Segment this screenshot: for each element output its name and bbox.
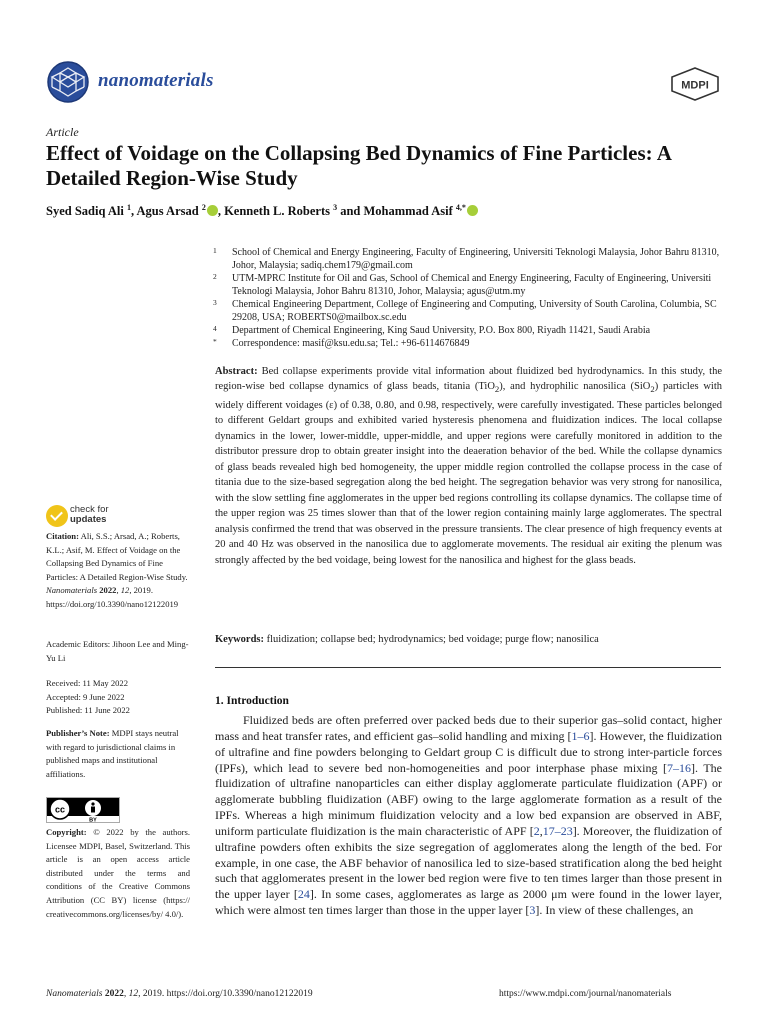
citation-link[interactable]: 1–6 [571,728,590,743]
citation-link[interactable]: 17–23 [542,823,573,838]
author-affiliation-mark: 4,* [455,203,466,212]
introduction-body [215,713,722,919]
citation-text: Ali, S.S.; Arsad, A.; Roberts, K.L.; Asif, M. Effect of Voidage on the Collapsing Bed Dynamics of Fine Particles: A Detailed Region-Wise Study. [46,531,188,582]
journal-logo-icon [46,60,90,104]
abstract-text-3: ) particles with widely different voidages (ε) of 0.38, 0.80, and 0.98, respectively, were carefully investigated. These particles belonged to different Geldart groups and exhibited varied hysteresis phenomena and fluidization indices. The local collapse dynamics in the lower, lower-middle, upper-middle, and upper regions were carefully monitored in addition to the distributor pressure drop to obtain greater insight into the deaeration behavior of the bed. While the collapse dynamics of glass beads revealed high bed homogeneity, the upper middle region controlled the collapse process in the case of titania due to the size-based segregation along the bed height. The segregation behavior was very strong for nanosilica, with the slow settling fine agglomerates in the upper bed regions controlling its collapse dynamics. The collapse time of the upper region was 25 times slower than that of the lower region containing mainly large agglomerates. The spectral analysis confirmed the trend that was observed in the pressure transients. The clear presence of high frequency events at 20 and 40 Hz was observed in the nanosilica due to agglomerate movements. The residual air exiting the plenum was strongly affected by the bed voidage, being lowest for the nanosilica and highest for the glass beads. [215,381,722,566]
mdpi-logo-text: MDPI [681,79,709,92]
author-name: Syed Sadiq Ali [46,204,127,219]
section-heading-introduction: 1. Introduction [215,695,289,707]
check-updates-line1: check for [70,504,109,515]
received-date: Received: 11 May 2022 [46,678,129,688]
author-name: Agus Arsad [136,204,202,219]
footer-volume: 12 [128,989,139,999]
abstract-text-1: Bed collapse experiments provide vital information about fluidized bed hydrodynamics. In this study, the region-wise bed collapse dynamics of glass beads, titania (TiO [215,366,722,393]
author-affiliation-mark: 2 [201,203,206,212]
accepted-date: Accepted: 9 June 2022 [46,691,125,702]
orcid-icon[interactable] [467,205,478,216]
affiliations [213,246,733,350]
citation-link[interactable]: 3 [529,903,536,918]
published-date: Published: 11 June 2022 [46,705,130,716]
footer-doi[interactable]: , 2019. https://doi.org/10.3390/nano12122019 [138,989,313,999]
affiliation-item [213,324,733,337]
journal-name: nanomaterials [98,70,214,91]
affiliation-text: School of Chemical and Energy Engineering, Faculty of Engineering, Universiti Teknologi Malaysia, Johor Bahru 81310, Johor, Malaysia; sadiq.chem179@gmail.com [232,247,720,271]
author-affiliation-mark: 3 [333,203,338,212]
abstract-label: Abstract: [215,366,258,377]
citation-year: 2022 [97,585,117,596]
citation-link[interactable]: 7–16 [667,760,692,775]
mdpi-logo-icon [669,67,721,101]
article-type: Article [46,125,79,139]
citation-link[interactable]: 2 [533,823,540,838]
check-updates-line2: updates [70,514,107,525]
citation-link[interactable]: 24 [297,887,310,902]
citation-label: Citation: [46,531,79,541]
introduction-paragraph: Fluidized beds are often preferred over packed beds due to their superior gas–solid contact, higher mass and heat transfer rates, and efficient gas–solid handling and mixing [1–6]. However, the fluidization of ultrafine and fine powders belonging to Geldart group C is difficult due to strong inter-particle forces (IPFs), which lead to severe bed non-homogeneities and poor interphase phase mixing [7–16]. The fluidization of ultrafine nanoparticles can either display agglomerate particulate fluidization (APF) or agglomerate bubbling fluidization (ABF) owing to the large agglomerate formation as a result of the IPFs. Whereas a high minimum fluidization velocity and a low bed expansion are observed in ABF, uniform particulate fluidization is the main characteristic of APF [2,17–23]. Moreover, the fluidization of ultrafine powders often exhibits the size segregation of agglomerates along the length of the bed. For example, in one case, the ABF behavior of nanosilica led to size-based stratification along the bed height such that agglomerates present in the lower bed region were five to ten times larger than those present in the upper layer [24]. In some cases, agglomerates as large as 2000 μm were found in the lower layer, which were almost ten times larger than those in the upper layer [3]. In view of these challenges, an [215,713,723,918]
divider [215,667,721,668]
academic-editors: Academic Editors: Jihoon Lee and Ming-Yu Li [46,639,189,663]
keywords-text: fluidization; collapse bed; hydrodynamics; bed voidage; purge flow; nanosilica [264,634,599,645]
footer-journal: Nanomaterials [46,989,103,999]
affiliation-mark: * [213,337,217,346]
copyright-label: Copyright: [46,827,87,837]
orcid-icon[interactable] [207,205,218,216]
author-list: Syed Sadiq Ali $^1$, Agus Arsad $^2$ , Kenneth L. Roberts $^3$ and Mohammad Asif $^{4,*}$ [46,203,726,219]
citation-doi[interactable]: , 2019. https://doi.org/10.3390/nano12122019 [46,585,179,609]
affiliation-text: Correspondence: masif@ksu.edu.sa; Tel.: +96-6114676849 [232,338,470,349]
publishers-note [46,727,190,781]
citation-sep: , [116,585,121,596]
affiliation-item [213,298,733,324]
footer-year: 2022 [102,989,124,999]
affiliation-mark: 3 [213,298,217,307]
author-affiliation-mark: 1 [126,203,131,212]
citation-journal: Nanomaterials [46,585,98,596]
check-for-updates-icon [46,505,68,527]
publication-dates [46,677,190,718]
author-name: Mohammad Asif [363,204,456,219]
affiliation-mark: 2 [213,272,217,281]
citation-volume: 12 [120,585,130,596]
affiliation-item [213,272,733,298]
keywords-label: Keywords: [215,634,264,645]
check-for-updates-button[interactable] [46,505,156,527]
abstract-text-2: ), and hydrophilic nanosilica (SiO [499,381,651,393]
footer-citation [46,989,313,999]
abstract-subscript-2: 2 [650,384,655,395]
affiliation-item [213,246,733,272]
author-name: Kenneth L. Roberts [224,204,334,219]
copyright-text: © 2022 by the authors. Licensee MDPI, Basel, Switzerland. This article is an open access article distributed under the terms and conditions of the Creative Commons Attribution (CC BY) license (https:// creativecommons.org/licenses/by/ 4.0/). [46,827,190,919]
cc-by-label: BY [89,817,97,823]
affiliation-text: Department of Chemical Engineering, King Saud University, P.O. Box 800, Riyadh 11421, Saudi Arabia [232,325,651,336]
keywords [215,632,722,647]
svg-text:cc: cc [54,804,66,815]
note-text: MDPI stays neutral with regard to jurisdictional claims in published maps and institutional affiliations. [46,728,179,779]
cc-by-license-icon[interactable] [46,797,120,823]
citation-block [46,530,190,612]
affiliation-item [213,337,733,350]
abstract-subscript-1: 2 [494,384,500,395]
affiliation-text: Chemical Engineering Department, College of Engineering and Computing, University of South Carolina, Columbia, SC 29208, USA; ROBERTS0@mailbox.sc.edu [232,299,717,323]
article-title: Effect of Voidage on the Collapsing Bed Dynamics of Fine Particles: A Detailed Region-Wise Study [46,141,671,190]
copyright-block [46,826,190,921]
abstract [215,364,722,568]
note-label: Publisher’s Note: [46,728,110,738]
affiliation-mark: 4 [213,324,217,333]
affiliation-mark: 1 [213,246,217,255]
affiliation-text: UTM-MPRC Institute for Oil and Gas, School of Chemical and Energy Engineering, Faculty of Engineering, Universiti Teknologi Malaysia, Johor Bahru 81310, Johor, Malaysia; agus@utm.my [232,273,712,297]
footer-journal-url[interactable]: https://www.mdpi.com/journal/nanomaterials [499,989,672,999]
footer-sep: , [123,989,129,999]
